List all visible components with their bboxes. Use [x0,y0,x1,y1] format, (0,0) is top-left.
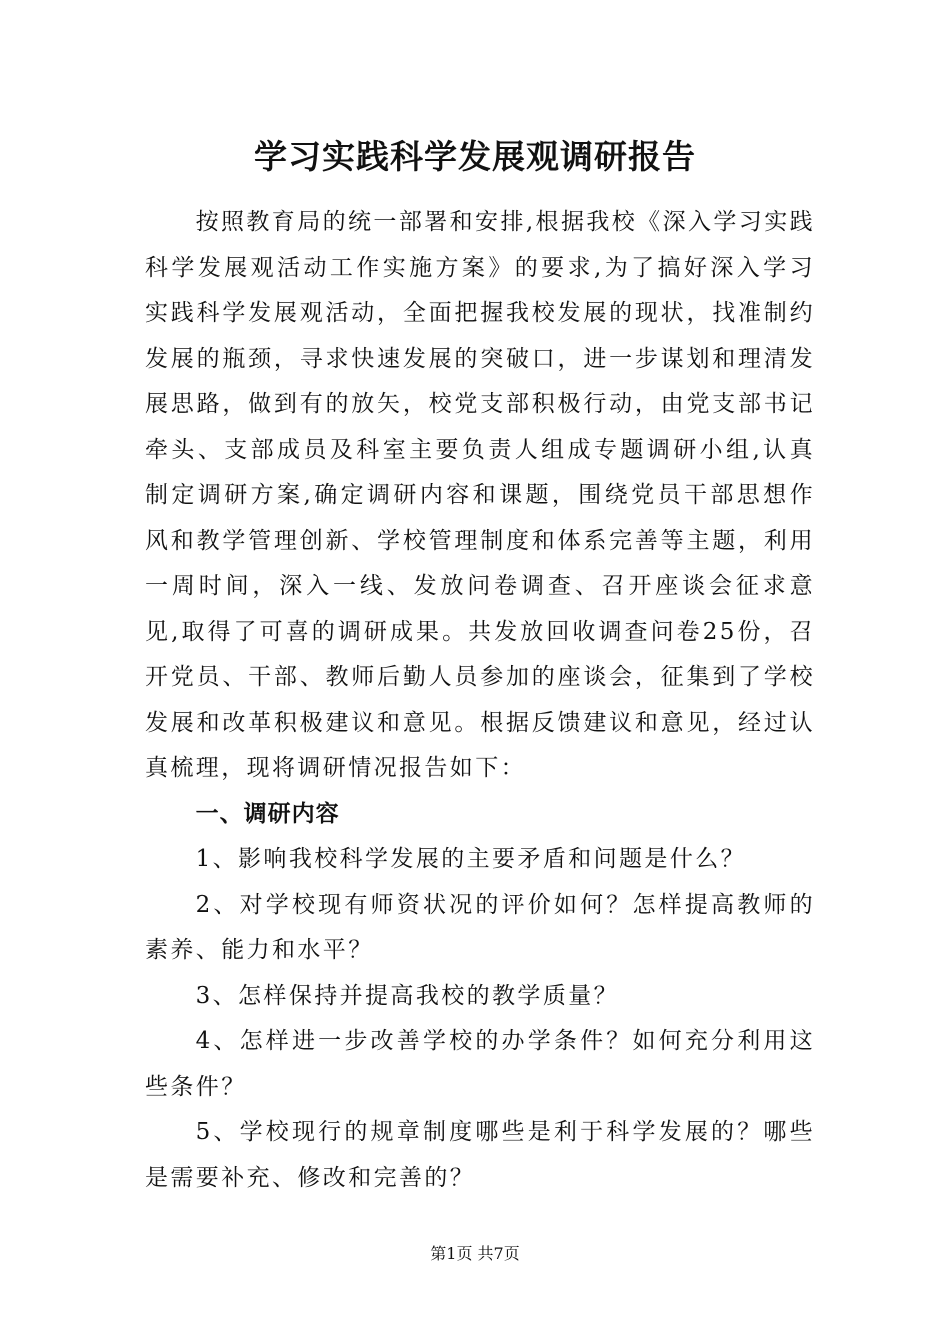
section-heading: 一、调研内容 [195,800,340,827]
document-body [145,200,815,1201]
list-item: 4、怎样进一步改善学校的办学条件？如何充分利用这些条件？ [145,1028,815,1100]
document-title: 学习实践科学发展观调研报告 [254,137,696,176]
intro-paragraph: 按照教育局的统一部署和安排,根据我校《深入学习实践科学发展观活动工作实施方案》的要求,为了搞好深入学习实践科学发展观活动，全面把握我校发展的现状，找准制约发展的瓶颈，寻求快速发展的突破口，进一步谋划和理清发展思路，做到有的放矢，校党支部积极行动，由党支部书记牵头、支部成员及科室主要负责人组成专题调研小组,认真制定调研方案,确定调研内容和课题，围绕党员干部思想作风和教学管理创新、学校管理制度和体系完善等主题，利用一周时间，深入一线、发放问卷调查、召开座谈会征求意见,取得了可喜的调研成果。共发放回收调查问卷25份，召开党员、干部、教师后勤人员参加的座谈会，征集到了学校发展和改革积极建议和意见。根据反馈建议和意见，经过认真梳理，现将调研情况报告如下： [145,209,815,781]
page-footer: 第1页 共7页 [430,1244,520,1263]
list-item: 2、对学校现有师资状况的评价如何？怎样提高教师的素养、能力和水平？ [145,891,815,963]
list-item: 1、影响我校科学发展的主要矛盾和问题是什么？ [195,846,747,872]
list-item: 5、学校现行的规章制度哪些是利于科学发展的？哪些是需要补充、修改和完善的？ [145,1119,815,1191]
list-item: 3、怎样保持并提高我校的教学质量？ [195,982,620,1009]
